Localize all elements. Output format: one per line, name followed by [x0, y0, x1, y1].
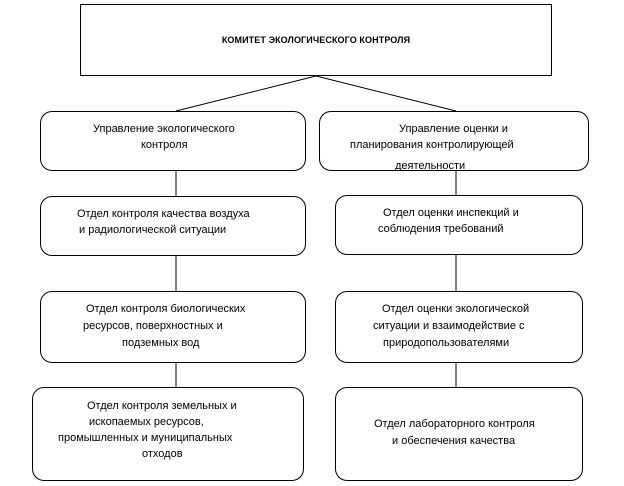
- box-text-line: отходов: [142, 448, 183, 460]
- biological-water-department-box: [40, 291, 306, 363]
- box-text-line: ситуации и взаимодействие с: [373, 320, 525, 332]
- committee-title: КОМИТЕТ ЭКОЛОГИЧЕСКОГО КОНТРОЛЯ: [221, 35, 411, 45]
- box-text-line: Управление экологического: [93, 123, 235, 135]
- box-text-line: подземных вод: [122, 337, 200, 349]
- box-text-line: и обеспечения качества: [392, 435, 516, 447]
- ecological-control-management-box: [40, 111, 306, 171]
- box-text-line: промышленных и муниципальных: [58, 432, 233, 444]
- air-radiology-department-box: [40, 196, 306, 256]
- laboratory-quality-department-box: [335, 387, 583, 481]
- box-text-line: и радиологической ситуации: [79, 224, 227, 236]
- box-text-line: ископаемых ресурсов,: [89, 416, 204, 428]
- box-text-line: Отдел лабораторного контроля: [374, 418, 535, 430]
- box-text-line: ресурсов, поверхностных и: [83, 320, 223, 332]
- box-text-line: контроля: [141, 139, 188, 151]
- connector-root-to-left: [176, 76, 316, 111]
- committee-box: [80, 4, 552, 76]
- box-text-line: Отдел контроля биологических: [86, 303, 246, 315]
- box-text-line: Управление оценки и: [399, 123, 508, 135]
- box-text-line: деятельности: [395, 160, 466, 171]
- box-text-line: Отдел оценки инспекций и: [383, 207, 519, 219]
- box-text-line: планирования контролирующей: [350, 139, 514, 151]
- box-text-line: Отдел контроля земельных и: [87, 400, 237, 412]
- box-text-line: Отдел контроля качества воздуха: [77, 208, 250, 220]
- assessment-planning-management-box: [319, 111, 589, 171]
- box-text-line: природопользователями: [383, 337, 510, 349]
- connector-root-to-right: [316, 76, 456, 111]
- land-waste-department-box: [32, 387, 304, 481]
- box-text-line: Отдел оценки экологической: [382, 303, 530, 315]
- box-text-line: соблюдения требований: [378, 223, 504, 235]
- ecological-situation-department-box: [335, 291, 583, 363]
- inspection-compliance-department-box: [335, 195, 583, 255]
